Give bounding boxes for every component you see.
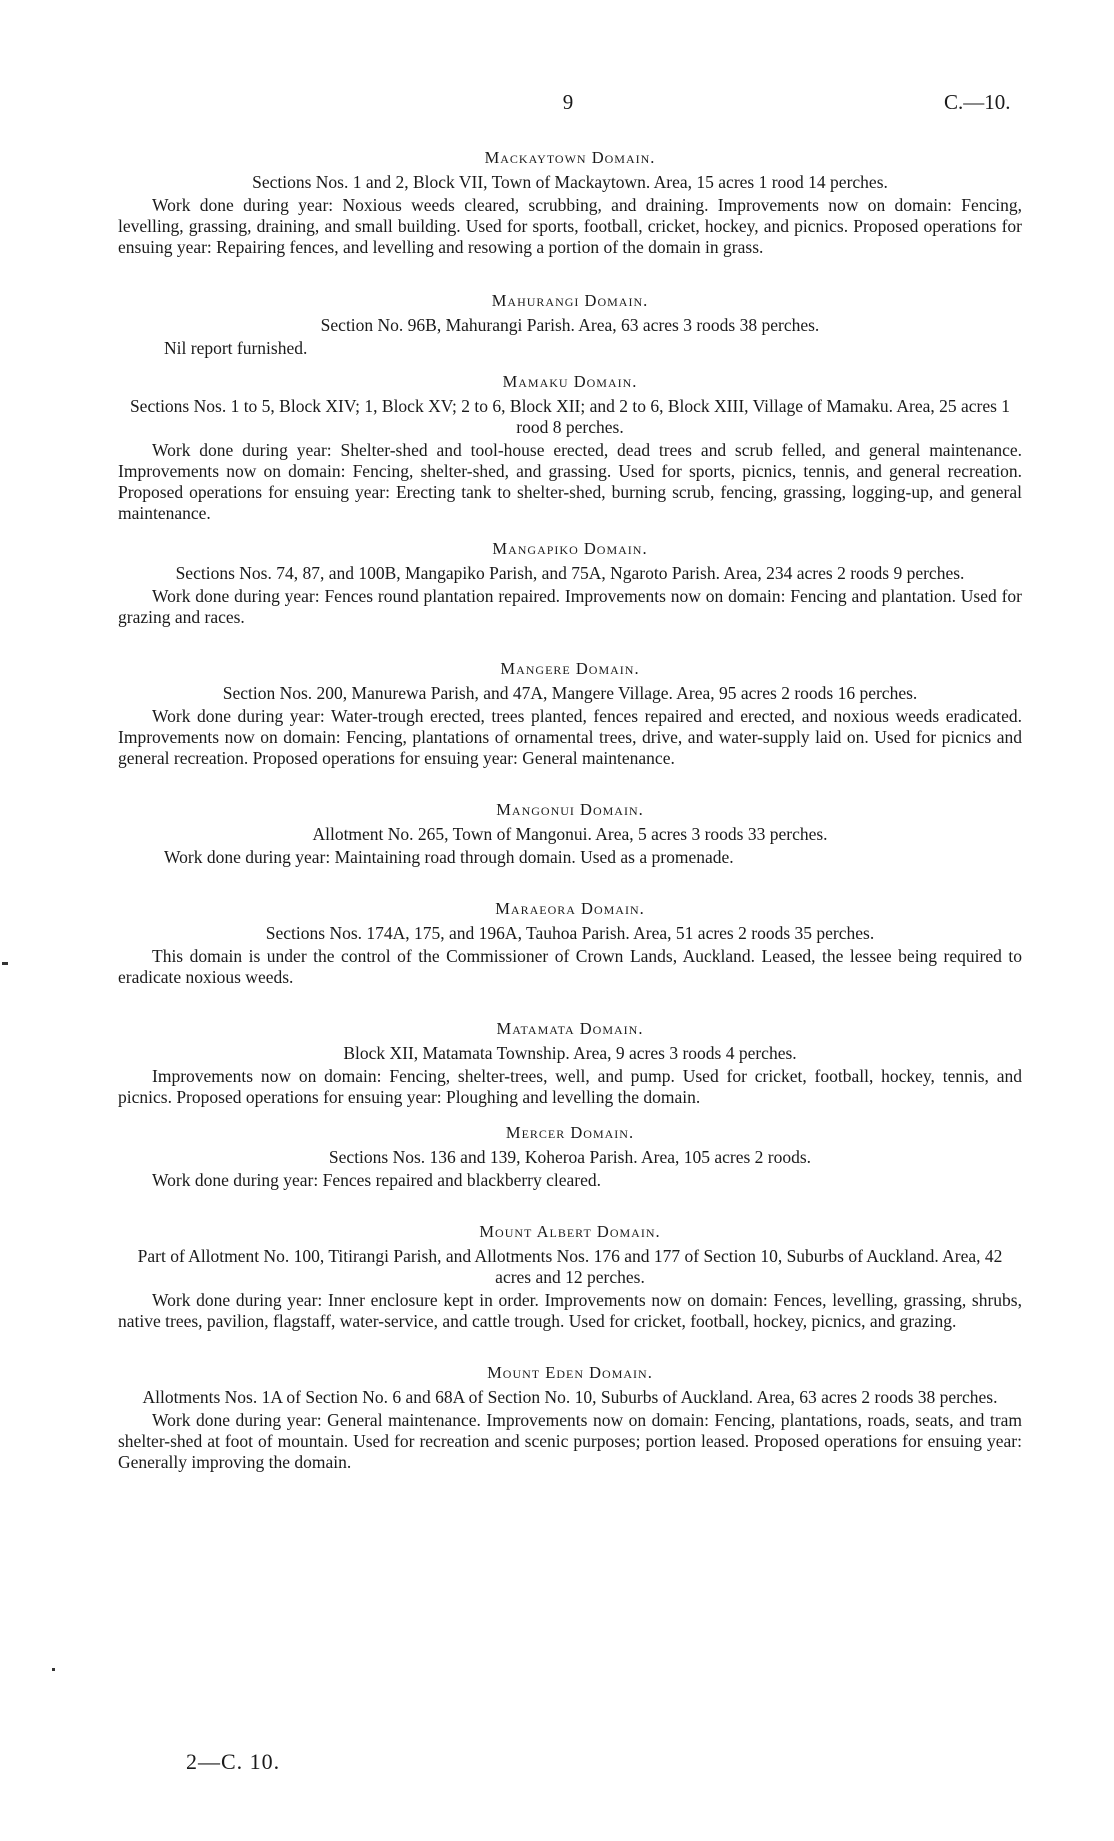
domain-report-list (118, 147, 1022, 1473)
entry-matamata (118, 1018, 1022, 1108)
entry-body: Work done during year: General maintenance. Improvements now on domain: Fencing, plantations, roads, seats, and tram shelter-shed at foot of mountain. Used for recreation and scenic purposes; portion leased. Proposed operations for ensuing year: Generally improving the domain. (118, 1410, 1022, 1472)
entry-description: Allotments Nos. 1A of Section No. 6 and 68A of Section No. 10, Suburbs of Auckland. Area, 63 acres 2 roods 38 perches. (142, 1387, 998, 1407)
entry-description: Part of Allotment No. 100, Titirangi Parish, and Allotments Nos. 176 and 177 of Section 10, Suburbs of Auckland. Area, 42 acres and 12 perches. (137, 1246, 1003, 1287)
entry-body: This domain is under the control of the Commissioner of Crown Lands, Auckland. Leased, the lessee being required to eradicate noxious weeds. (118, 946, 1022, 987)
entry-description: Allotment No. 265, Town of Mangonui. Area, 5 acres 3 roods 33 perches. (312, 824, 828, 844)
entry-description: Sections Nos. 74, 87, and 100B, Mangapiko Parish, and 75A, Ngaroto Parish. Area, 234 acres 2 roods 9 perches. (175, 563, 965, 583)
entry-heading: Mangere Domain. (500, 659, 640, 678)
entry-heading: Mercer Domain. (505, 1123, 635, 1142)
entry-heading: Mamaku Domain. (502, 372, 638, 391)
entry-body: Work done during year: Noxious weeds cleared, scrubbing, and draining. Improvements now on domain: Fencing, levelling, grassing, draining, and small building. Used for sports, football, cricket, hockey, and picnics. Proposed operations for ensuing year: Repairing fences, and levelling and resowing a portion of the domain in grass. (118, 195, 1022, 257)
entry-description: Block XII, Matamata Township. Area, 9 acres 3 roods 4 perches. (343, 1043, 797, 1063)
entry-mangapiko (118, 538, 1022, 628)
entry-heading: Maraeora Domain. (495, 899, 645, 918)
entry-description: Sections Nos. 136 and 139, Koheroa Parish. Area, 105 acres 2 roods. (328, 1147, 812, 1167)
entry-heading: Mangonui Domain. (496, 800, 644, 819)
entry-heading: Mount Eden Domain. (487, 1363, 653, 1382)
entry-heading: Matamata Domain. (496, 1019, 644, 1038)
entry-mount-eden (118, 1362, 1022, 1473)
entry-heading: Mangapiko Domain. (492, 539, 648, 558)
entry-body: Work done during year: Inner enclosure kept in order. Improvements now on domain: Fences, levelling, grassing, shrubs, native trees, pavilion, flagstaff, water-service, and cattle trough. Used for cricket, football, hockey, picnics, and grazing. (118, 1290, 1022, 1331)
page-footer-signature: 2—C. 10. (186, 1749, 281, 1774)
margin-mark (2, 962, 8, 965)
entry-body: Work done during year: Fences repaired and blackberry cleared. (152, 1170, 602, 1190)
entry-body: Nil report furnished. (164, 338, 308, 358)
entry-heading: Mount Albert Domain. (479, 1222, 661, 1241)
entry-description: Section Nos. 200, Manurewa Parish, and 47A, Mangere Village. Area, 95 acres 2 roods 16 perches. (222, 683, 918, 703)
entry-mackaytown (118, 147, 1022, 258)
entry-body: Work done during year: Shelter-shed and tool-house erected, dead trees and scrub felled, and general maintenance. Improvements now on domain: Fencing, shelter-shed, and grassing. Used for sports, picnics, tennis, and general recreation. Proposed operations for ensuing year: Erecting tank to shelter-shed, burning scrub, fencing, grassing, logging-up, and general maintenance. (118, 440, 1022, 523)
entry-body: Work done during year: Maintaining road through domain. Used as a promenade. (164, 847, 734, 867)
entry-description: Sections Nos. 174A, 175, and 196A, Tauhoa Parish. Area, 51 acres 2 roods 35 perches. (265, 923, 875, 943)
entry-description: Sections Nos. 1 to 5, Block XIV; 1, Block XV; 2 to 6, Block XII; and 2 to 6, Block XIII, Village of Mamaku. Area, 25 acres 1 rood 8 perches. (129, 396, 1011, 437)
page-number: 9 (562, 90, 574, 114)
entry-mamaku (118, 371, 1022, 524)
entry-description: Section No. 96B, Mahurangi Parish. Area, 63 acres 3 roods 38 perches. (320, 315, 820, 335)
entry-mount-albert (118, 1221, 1022, 1332)
entry-body: Work done during year: Water-trough erected, trees planted, fences repaired and erected, and noxious weeds eradicated. Improvements now on domain: Fencing, plantations of ornamental trees, drive, and water-supply laid on. Used for picnics and general recreation. Proposed operations for ensuing year: General maintenance. (118, 706, 1022, 768)
entry-description: Sections Nos. 1 and 2, Block VII, Town of Mackaytown. Area, 15 acres 1 rood 14 perches. (252, 172, 888, 192)
entry-body: Improvements now on domain: Fencing, shelter-trees, well, and pump. Used for cricket, football, hockey, tennis, and picnics. Proposed operations for ensuing year: Ploughing and levelling the domain. (118, 1066, 1022, 1107)
entry-heading: Mahurangi Domain. (491, 291, 649, 310)
entry-maraeora (118, 898, 1022, 988)
entry-mangere (118, 658, 1022, 769)
document-reference: C.—10. (944, 90, 1011, 114)
entry-mercer (118, 1122, 1022, 1191)
entry-body: Work done during year: Fences round plantation repaired. Improvements now on domain: Fencing and plantation. Used for grazing and races. (118, 586, 1022, 627)
margin-mark (52, 1668, 55, 1671)
entry-heading: Mackaytown Domain. (484, 148, 656, 167)
entry-mangonui (118, 799, 1022, 868)
entry-mahurangi (118, 290, 1022, 359)
